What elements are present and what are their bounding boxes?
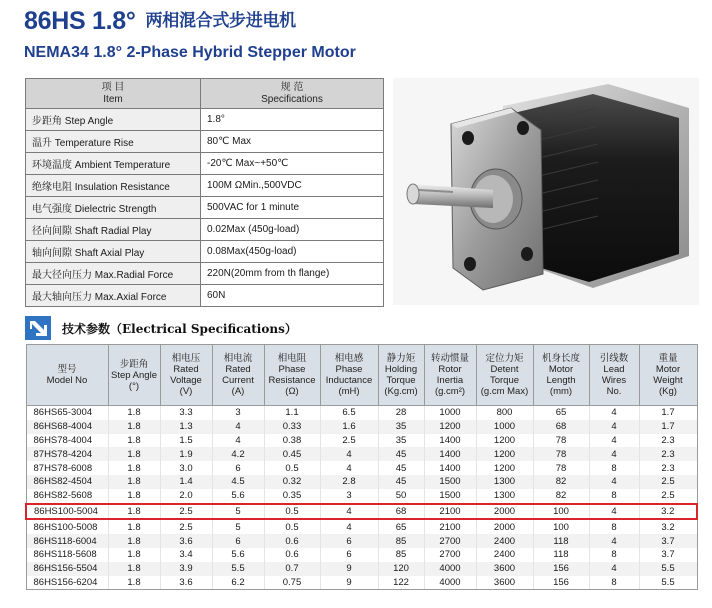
electrical-header-line: Wires [601,375,627,386]
model-cell: 86HS118-5608 [26,548,108,562]
value-cell: 5.5 [639,562,697,576]
value-cell: 1200 [476,447,533,461]
value-cell: 1.8 [108,461,160,475]
value-cell: 1.8 [108,420,160,434]
value-cell: 0.7 [264,562,320,576]
value-cell: 2400 [476,548,533,562]
electrical-header-line: 相电压 [171,353,201,364]
value-cell: 4 [589,534,639,548]
page-subtitle: NEMA34 1.8° 2-Phase Hybrid Stepper Motor [24,44,356,61]
spec-item: 电气强度 Dielectric Strength [26,197,201,219]
value-cell: 1000 [424,406,476,420]
electrical-header-line: Lead [603,364,625,375]
spec-header-item-cn: 项 目 [101,81,125,93]
value-cell: 4.2 [212,447,264,461]
electrical-header-line: Voltage [170,375,202,386]
value-cell: 2.3 [639,461,697,475]
value-cell: 3.4 [160,548,212,562]
value-cell: 85 [378,548,424,562]
value-cell: 4 [320,504,378,520]
value-cell: 2.5 [160,504,212,520]
value-cell: 4 [212,434,264,448]
value-cell: 1500 [424,475,476,489]
value-cell: 78 [533,461,589,475]
value-cell: 5 [212,504,264,520]
electrical-header-cell [589,345,639,406]
value-cell: 1200 [476,434,533,448]
value-cell: 2700 [424,548,476,562]
model-cell: 86HS82-4504 [26,475,108,489]
value-cell: 78 [533,434,589,448]
value-cell: 85 [378,534,424,548]
value-cell: 0.5 [264,461,320,475]
table-row [26,548,697,562]
value-cell: 65 [378,519,424,534]
value-cell: 2700 [424,534,476,548]
value-cell: 6 [212,461,264,475]
table-row [26,461,697,475]
value-cell: 3600 [476,562,533,576]
model-title: 86HS 1.8° [24,7,136,35]
table-row [26,406,697,420]
value-cell: 3 [212,406,264,420]
spec-value: -20℃ Max~+50℃ [201,153,384,175]
value-cell: 1000 [476,420,533,434]
value-cell: 1.7 [639,406,697,420]
electrical-header-line: (mm) [549,386,573,397]
value-cell: 0.35 [264,489,320,504]
spec-item: 步距角 Step Angle [26,109,201,131]
value-cell: 6.5 [320,406,378,420]
value-cell: 45 [378,475,424,489]
electrical-header-cell [533,345,589,406]
electrical-header-line: Detent [490,364,519,375]
value-cell: 4 [589,406,639,420]
value-cell: 100 [533,519,589,534]
electrical-header-line: 引线数 [599,353,629,364]
value-cell: 1.5 [160,434,212,448]
value-cell: 118 [533,548,589,562]
electrical-header-line: (Kg) [659,386,677,397]
value-cell: 1.8 [108,434,160,448]
value-cell: 2.5 [639,475,697,489]
value-cell: 6.2 [212,576,264,590]
value-cell: 68 [533,420,589,434]
value-cell: 3.0 [160,461,212,475]
value-cell: 4 [212,420,264,434]
value-cell: 4 [589,475,639,489]
value-cell: 1.8 [108,519,160,534]
electrical-header-line: Resistance [268,375,316,386]
table-row [26,489,697,504]
model-cell: 87HS78-4204 [26,447,108,461]
table-row [26,434,697,448]
spec-item: 最大径向压力 Max.Radial Force [26,263,201,285]
value-cell: 1.8 [108,562,160,576]
model-cell: 87HS78-6008 [26,461,108,475]
value-cell: 6 [212,534,264,548]
value-cell: 156 [533,576,589,590]
stepper-motor-image [393,78,699,305]
electrical-header-line: Rated [225,364,251,375]
electrical-header-line: (Ω) [285,386,299,397]
value-cell: 2100 [424,519,476,534]
value-cell: 1500 [424,489,476,504]
table-row [26,447,697,461]
value-cell: 1.8 [108,504,160,520]
spec-row [26,175,384,197]
value-cell: 1.8 [108,576,160,590]
model-cell: 86HS100-5004 [26,504,108,520]
electrical-header-line: Rotor [438,364,462,375]
value-cell: 4 [589,447,639,461]
electrical-header-cell [26,345,108,406]
page-title [24,6,296,36]
value-cell: 5.5 [639,576,697,590]
table-row [26,576,697,590]
value-cell: 3.6 [160,534,212,548]
model-cell: 86HS78-4004 [26,434,108,448]
model-title-cn: 两相混合式步进电机 [145,11,296,31]
spec-value: 0.02Max (450g-load) [201,219,384,241]
spec-value: 220N(20mm from th flange) [201,263,384,285]
value-cell: 3.6 [160,576,212,590]
value-cell: 2100 [424,504,476,520]
spec-header-item [26,79,201,109]
value-cell: 35 [378,434,424,448]
value-cell: 100 [533,504,589,520]
value-cell: 3.3 [160,406,212,420]
spec-item: 温升 Temperature Rise [26,131,201,153]
value-cell: 0.33 [264,420,320,434]
table-row [26,420,697,434]
spec-value: 0.08Max(450g-load) [201,241,384,263]
spec-value: 80℃ Max [201,131,384,153]
value-cell: 1400 [424,447,476,461]
electrical-header-cell [160,345,212,406]
electrical-header-line: (V) [179,386,193,397]
spec-row [26,109,384,131]
electrical-header-line: Current [222,375,254,386]
down-right-arrow-icon [25,316,51,340]
value-cell: 5.5 [212,562,264,576]
spec-header-value-cn: 规 范 [280,81,304,93]
value-cell: 0.45 [264,447,320,461]
table-row-highlighted [26,504,697,520]
value-cell: 1.8 [108,447,160,461]
value-cell: 1300 [476,475,533,489]
value-cell: 6 [320,548,378,562]
electrical-header-line: Motor [548,364,574,375]
electrical-header-line: Weight [653,375,683,386]
electrical-header-cell [320,345,378,406]
value-cell: 5.6 [212,548,264,562]
electrical-header-line: Holding [384,364,418,375]
electrical-header-cell [639,345,697,406]
table-row [26,519,697,534]
electrical-header-line: 相电阻 [277,353,307,364]
spec-item: 绝缘电阻 Insulation Resistance [26,175,201,197]
electrical-header-line: Model No [46,375,88,386]
value-cell: 45 [378,461,424,475]
electrical-header-cell [378,345,424,406]
value-cell: 8 [589,489,639,504]
value-cell: 1.6 [320,420,378,434]
value-cell: 8 [589,461,639,475]
value-cell: 4 [589,562,639,576]
value-cell: 82 [533,475,589,489]
electrical-header-line: 定位力矩 [485,353,524,364]
value-cell: 1400 [424,461,476,475]
electrical-header-line: No. [606,386,622,397]
value-cell: 3.7 [639,534,697,548]
value-cell: 0.75 [264,576,320,590]
electrical-header-line: 机身长度 [541,353,580,364]
value-cell: 0.5 [264,504,320,520]
electrical-table [25,344,698,590]
spec-row [26,197,384,219]
value-cell: 1.1 [264,406,320,420]
value-cell: 2000 [476,519,533,534]
value-cell: 1.4 [160,475,212,489]
table-row [26,475,697,489]
value-cell: 2.8 [320,475,378,489]
value-cell: 4.5 [212,475,264,489]
value-cell: 120 [378,562,424,576]
electrical-header-line: (mH) [338,386,360,397]
electrical-header-line: Step Angle [111,369,157,381]
electrical-header-line: 静力矩 [386,353,416,364]
value-cell: 4000 [424,562,476,576]
electrical-header-row [26,345,697,406]
value-cell: 8 [589,548,639,562]
value-cell: 1.8 [108,534,160,548]
value-cell: 4000 [424,576,476,590]
value-cell: 4 [589,434,639,448]
value-cell: 0.6 [264,548,320,562]
electrical-header-line: (°) [128,380,140,392]
value-cell: 0.32 [264,475,320,489]
value-cell: 68 [378,504,424,520]
spec-row [26,263,384,285]
model-cell: 86HS100-5008 [26,519,108,534]
spec-row [26,219,384,241]
spec-header-row [26,79,384,109]
value-cell: 1300 [476,489,533,504]
value-cell: 6 [320,534,378,548]
spec-value: 100M ΩMin.,500VDC [201,175,384,197]
value-cell: 1400 [424,434,476,448]
model-cell: 86HS156-5504 [26,562,108,576]
value-cell: 35 [378,420,424,434]
spec-header-value-en: Specifications [261,93,323,105]
electrical-header-cell [108,345,160,406]
electrical-header-line: Inertia [436,375,464,386]
value-cell: 4 [320,461,378,475]
value-cell: 1.7 [639,420,697,434]
electrical-header-line: 重量 [658,353,678,364]
value-cell: 45 [378,447,424,461]
value-cell: 8 [589,576,639,590]
spec-header-value [201,79,384,109]
value-cell: 4 [320,447,378,461]
value-cell: 8 [589,519,639,534]
value-cell: 122 [378,576,424,590]
value-cell: 0.6 [264,534,320,548]
value-cell: 2.0 [160,489,212,504]
electrical-header-line: Torque [386,375,416,386]
electrical-header-line: (A) [231,386,245,397]
model-cell: 86HS156-6204 [26,576,108,590]
value-cell: 2400 [476,534,533,548]
electrical-header-line: (g.cm²) [434,386,466,397]
table-row [26,562,697,576]
electrical-header-line: Length [546,375,576,386]
value-cell: 2.5 [639,489,697,504]
electrical-header-cell [476,345,533,406]
electrical-header-line: 相电流 [223,353,253,364]
value-cell: 9 [320,576,378,590]
motor-photo [393,78,699,305]
electrical-header-line: Torque [489,375,520,386]
value-cell: 4 [589,420,639,434]
spec-row [26,285,384,307]
electrical-header-cell [264,345,320,406]
value-cell: 65 [533,406,589,420]
spec-item: 环境温度 Ambient Temperature [26,153,201,175]
value-cell: 82 [533,489,589,504]
value-cell: 1.9 [160,447,212,461]
electrical-header-cell [424,345,476,406]
electrical-header-line: 转动惯量 [430,353,469,364]
spec-value: 500VAC for 1 minute [201,197,384,219]
value-cell: 800 [476,406,533,420]
value-cell: 9 [320,562,378,576]
value-cell: 1.8 [108,406,160,420]
spec-header-item-en: Item [103,93,123,105]
value-cell: 1200 [424,420,476,434]
value-cell: 1.3 [160,420,212,434]
electrical-header-line: 步距角 [119,358,149,370]
electrical-header-line: (Kg.cm) [384,386,418,397]
electrical-section-title: 技术参数（Electrical Specifications） [62,322,297,336]
value-cell: 1.8 [108,475,160,489]
spec-row [26,241,384,263]
spec-item: 轴向间隙 Shaft Axial Play [26,241,201,263]
model-cell: 86HS65-3004 [26,406,108,420]
value-cell: 3.9 [160,562,212,576]
value-cell: 3.2 [639,504,697,520]
electrical-header-line: Phase [335,364,363,375]
electrical-header-line: Rated [173,364,199,375]
value-cell: 2.3 [639,434,697,448]
model-cell: 86HS82-5608 [26,489,108,504]
value-cell: 3.2 [639,519,697,534]
value-cell: 2000 [476,504,533,520]
spec-row [26,153,384,175]
spec-item: 最大轴向压力 Max.Axial Force [26,285,201,307]
value-cell: 50 [378,489,424,504]
value-cell: 118 [533,534,589,548]
value-cell: 1200 [476,461,533,475]
electrical-header-line: Phase [278,364,306,375]
value-cell: 2.3 [639,447,697,461]
electrical-header-line: 型号 [57,364,77,375]
electrical-header-line: 相电感 [334,353,364,364]
value-cell: 3.7 [639,548,697,562]
value-cell: 0.5 [264,519,320,534]
value-cell: 2.5 [320,434,378,448]
spec-item: 径向间隙 Shaft Radial Play [26,219,201,241]
spec-value: 1.8° [201,109,384,131]
value-cell: 4 [320,519,378,534]
table-row [26,534,697,548]
value-cell: 3600 [476,576,533,590]
spec-table [25,78,384,307]
value-cell: 78 [533,447,589,461]
value-cell: 2.5 [160,519,212,534]
value-cell: 28 [378,406,424,420]
electrical-header-line: Motor [655,364,681,375]
spec-row [26,131,384,153]
value-cell: 5.6 [212,489,264,504]
value-cell: 156 [533,562,589,576]
electrical-header-line: Inductance [325,375,373,386]
value-cell: 0.38 [264,434,320,448]
value-cell: 3 [320,489,378,504]
value-cell: 4 [589,504,639,520]
model-cell: 86HS118-6004 [26,534,108,548]
electrical-header-line: (g.cm Max) [480,386,529,397]
electrical-header-cell [212,345,264,406]
spec-value: 60N [201,285,384,307]
value-cell: 1.8 [108,489,160,504]
model-cell: 86HS68-4004 [26,420,108,434]
value-cell: 1.8 [108,548,160,562]
value-cell: 5 [212,519,264,534]
